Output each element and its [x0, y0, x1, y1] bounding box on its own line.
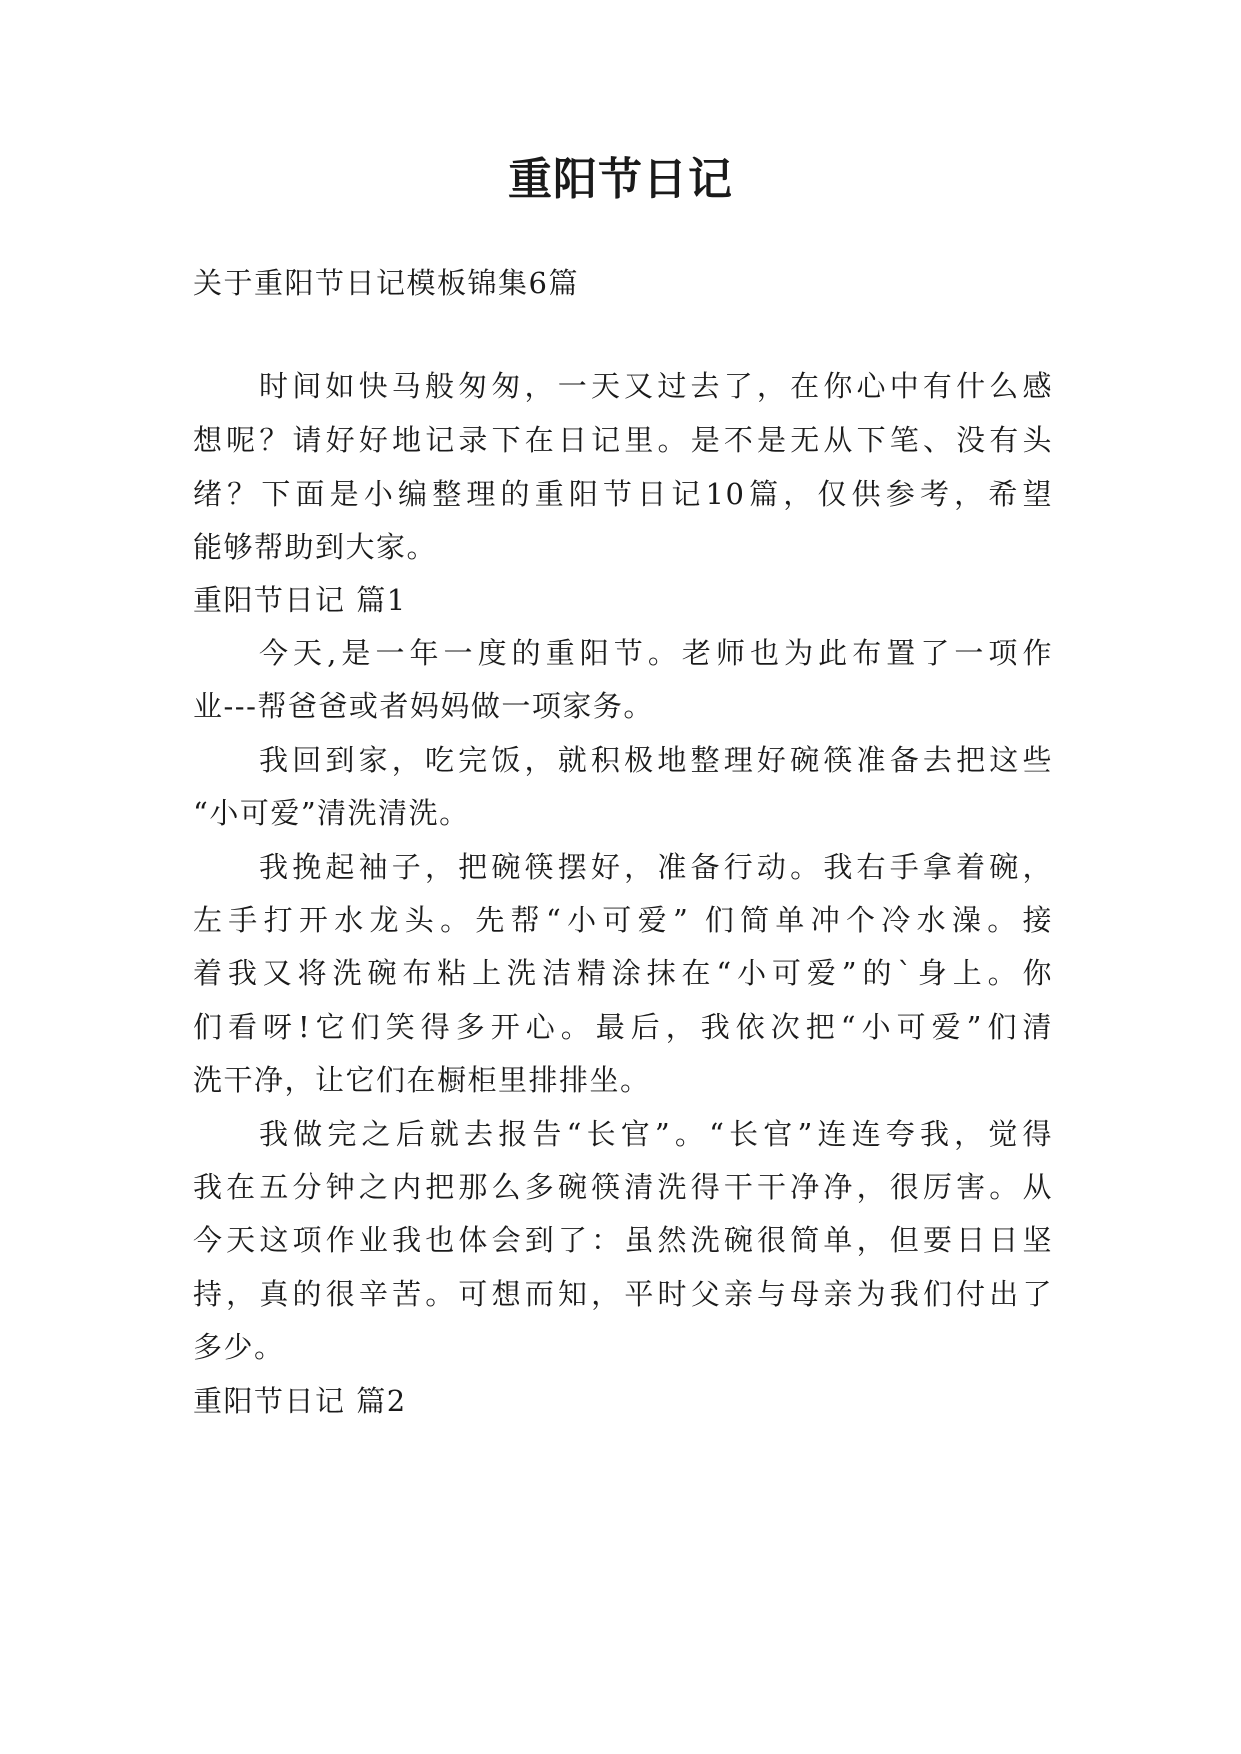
section1-p4-line-5: 多少。	[193, 1330, 285, 1364]
section1-p1-line-2: 业---帮爸爸或者妈妈做一项家务。	[193, 689, 654, 723]
section-heading-1: 重阳节日记 篇1	[193, 583, 407, 617]
intro-line-4: 能够帮助到大家。	[193, 530, 438, 564]
section1-p3-line-2: 左手打开水龙头。先帮“小可爱” 们简单冲个冷水澡。接	[193, 903, 1053, 937]
intro-line-3: 绪？下面是小编整理的重阳节日记10篇，仅供参考，希望	[193, 477, 1053, 511]
section1-p3-line-5: 洗干净，让它们在橱柜里排排坐。	[193, 1063, 651, 1097]
document-subtitle: 关于重阳节日记模板锦集6篇	[193, 266, 579, 300]
section1-p2-line-1: 我回到家，吃完饭，就积极地整理好碗筷准备去把这些	[259, 743, 1053, 777]
intro-line-2: 想呢？请好好地记录下在日记里。是不是无从下笔、没有头	[193, 423, 1053, 457]
section1-p3-line-4: 们看呀!它们笑得多开心。最后，我依次把“小可爱”们清	[193, 1010, 1053, 1044]
section1-p4-line-4: 持，真的很辛苦。可想而知，平时父亲与母亲为我们付出了	[193, 1277, 1053, 1311]
section1-p2-line-2: “小可爱”清洗清洗。	[193, 796, 470, 830]
section1-p3-line-1: 我挽起袖子，把碗筷摆好，准备行动。我右手拿着碗，	[259, 850, 1053, 884]
section1-p1-line-1: 今天,是一年一度的重阳节。老师也为此布置了一项作	[259, 636, 1053, 670]
section1-p4-line-1: 我做完之后就去报告“长官”。“长官”连连夸我，觉得	[259, 1117, 1053, 1151]
section1-p4-line-3: 今天这项作业我也体会到了：虽然洗碗很简单，但要日日坚	[193, 1223, 1053, 1257]
section1-p4-line-2: 我在五分钟之内把那么多碗筷清洗得干干净净，很厉害。从	[193, 1170, 1053, 1204]
section-heading-2: 重阳节日记 篇2	[193, 1384, 407, 1418]
document-title: 重阳节日记	[508, 154, 733, 205]
section1-p3-line-3: 着我又将洗碗布粘上洗洁精涂抹在“小可爱”的`身上。你	[193, 956, 1053, 990]
intro-line-1: 时间如快马般匆匆，一天又过去了，在你心中有什么感	[259, 369, 1053, 403]
